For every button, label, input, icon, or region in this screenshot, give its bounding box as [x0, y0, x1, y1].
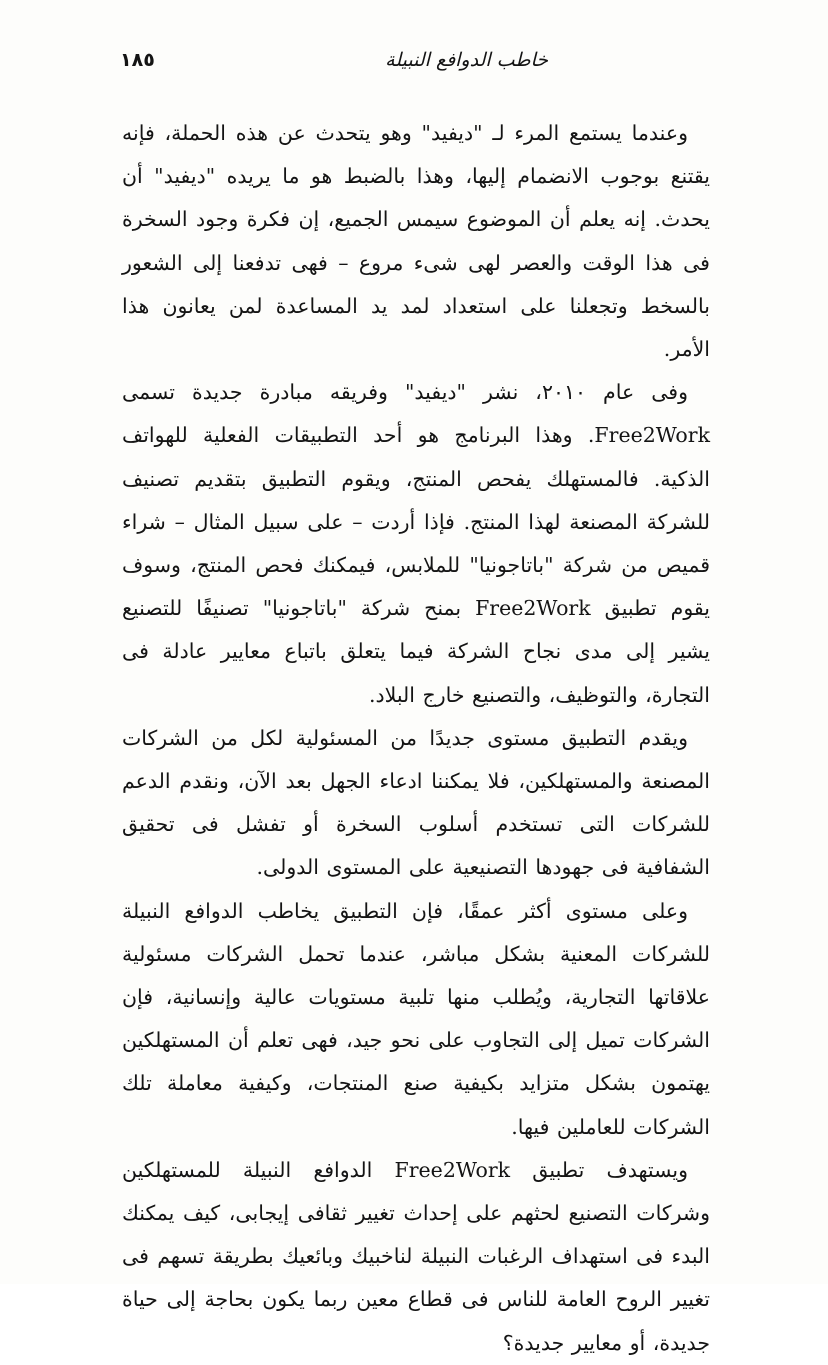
running-title: خاطب الدوافع النبيلة	[385, 49, 548, 71]
paragraph-5: ويستهدف تطبيق Free2Work الدوافع النبيلة للمستهلكين وشركات التصنيع لحثهم على إحداث تغيير ثقافى إيجابى، كيف يمكنك البدء فى استهداف الرغبات النبيلة لناخبيك وبائعيك بطريقة تسهم فى تغيير الروح العامة للناس فى قطاع معين ربما يكون بحاجة إلى حياة جديدة، أو معايير جديدة؟	[122, 1157, 710, 1355]
paragraph-2: وفى عام ٢٠١٠، نشر "ديفيد" وفريقه مبادرة جديدة تسمى Free2Work. وهذا البرنامج هو أحد التطبيقات الفعلية للهواتف الذكية. فالمستهلك يفحص المنتج، ويقوم التطبيق بتقديم تصنيف للشركة المصنعة لهذا المنتج. فإذا أردت – على سبيل المثال – شراء قميص من شركة "باتاجونيا" للملابس، فيمكنك فحص المنتج، وسوف يقوم تطبيق Free2Work بمنح شركة "باتاجونيا" تصنيفًا للتصنيع يشير إلى مدى نجاح الشركة فيما يتعلق باتباع معايير عادلة فى التجارة، والتوظيف، والتصنيع خارج البلاد.	[122, 380, 710, 707]
body-text	[122, 112, 710, 1365]
paragraph-4: وعلى مستوى أكثر عمقًا، فإن التطبيق يخاطب الدوافع النبيلة للشركات المعنية بشكل مباشر، عندما تحمل الشركات مسئولية علاقاتها التجارية، ويُطلب منها تلبية مستويات عالية وإنسانية، فإن الشركات تميل إلى التجاوب على نحو جيد، فهى تعلم أن المستهلكين يهتمون بشكل متزايد بكيفية صنع المنتجات، وكيفية معاملة تلك الشركات للعاملين فيها.	[122, 898, 710, 1139]
paragraph-1: وعندما يستمع المرء لـ "ديفيد" وهو يتحدث عن هذه الحملة، فإنه يقتنع بوجوب الانضمام إليها، وهذا بالضبط هو ما يريده "ديفيد" أن يحدث. إنه يعلم أن الموضوع سيمس الجميع، إن فكرة وجود السخرة فى هذا الوقت والعصر لهى شىء مروع – فهى تدفعنا إلى الشعور بالسخط وتجعلنا على استعداد لمد يد المساعدة لمن يعانون هذا الأمر.	[122, 121, 710, 362]
page-number: ١٨٥	[120, 49, 155, 71]
running-header	[120, 46, 548, 76]
paragraph-3: ويقدم التطبيق مستوى جديدًا من المسئولية لكل من الشركات المصنعة والمستهلكين، فلا يمكننا ادعاء الجهل بعد الآن، ونقدم الدعم للشركات التى تستخدم أسلوب السخرة أو تفشل فى تحقيق الشفافية فى جهودها التصنيعية على المستوى الدولى.	[122, 725, 710, 880]
